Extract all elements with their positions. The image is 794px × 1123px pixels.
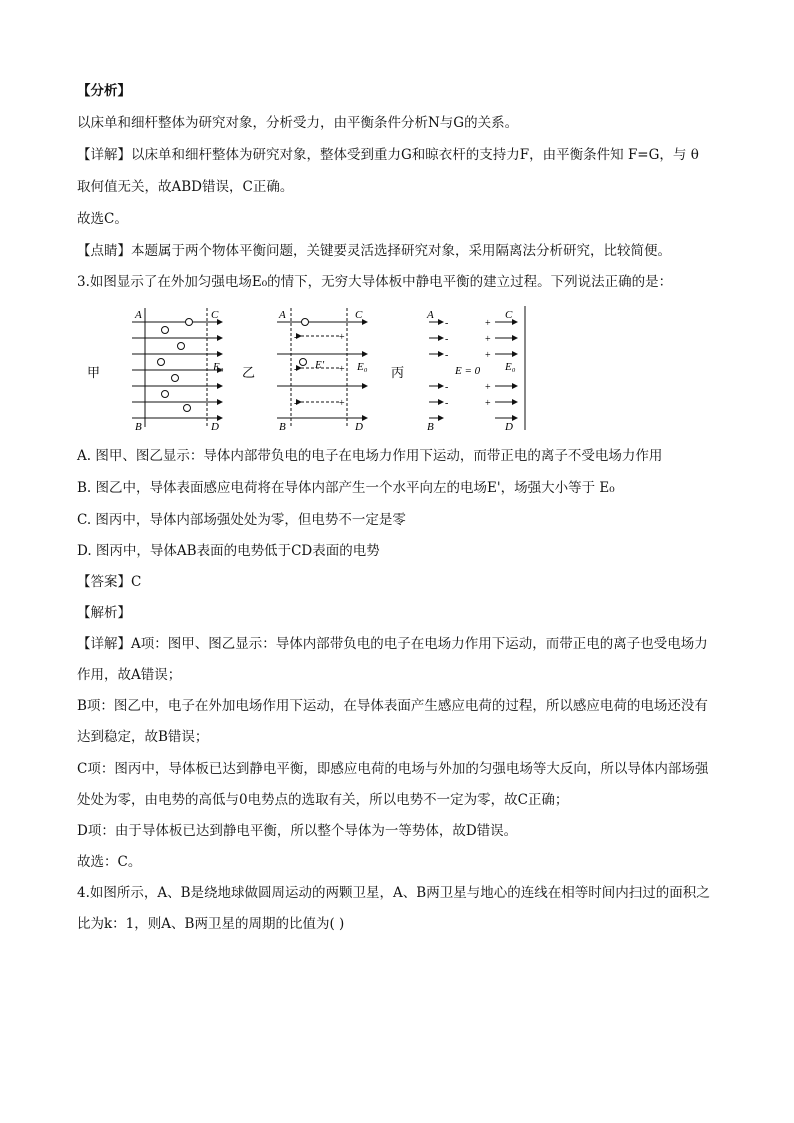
panel-jia — [132, 308, 224, 433]
option-c: C. 图丙中，导体内部场强处处为零，但电势不一定是零 — [77, 512, 406, 528]
svg-text:+: + — [339, 398, 345, 409]
label-d-bing: D — [505, 421, 513, 433]
label-b-jia: B — [135, 421, 142, 433]
label-jia: 甲 — [87, 365, 101, 380]
choice-line: 故选C。 — [77, 211, 128, 227]
detail-b-line-2: 达到稳定，故B错误； — [77, 729, 209, 745]
detail-b-line-1: B项：图乙中，电子在外加电场作用下运动，在导体表面产生感应电荷的过程，所以感应电荷的电场还没有 — [77, 698, 708, 714]
svg-text:-: - — [445, 382, 449, 393]
label-d-jia: D — [211, 421, 219, 433]
label-e0-jia: E₀ — [213, 361, 224, 373]
svg-text:-: - — [294, 332, 298, 343]
label-b-yi: B — [279, 421, 286, 433]
label-e0-yi: E₀ — [357, 361, 368, 373]
svg-text:+: + — [485, 398, 491, 409]
label-c-yi: C — [355, 309, 363, 321]
label-a-bing: A — [427, 309, 434, 321]
q4-stem-line-2: 比为k：1，则A、B两卫星的周期的比值为( ) — [77, 916, 345, 932]
option-b: B. 图乙中，导体表面感应电荷将在导体内部产生一个水平向左的电场E'，场强大小等于 E₀ — [77, 480, 615, 496]
comment-line: 【点睛】本题属于两个物体平衡问题，关键要灵活选择研究对象，采用隔离法分析研究，比较简便。 — [77, 243, 671, 259]
q3-stem: 3.如图显示了在外加匀强电场E₀的情下，无穷大导体板中静电平衡的建立过程。下列说法正确的是： — [77, 274, 673, 290]
analysis-text: 以床单和细杆整体为研究对象，分析受力，由平衡条件分析N与G的关系。 — [77, 115, 519, 131]
label-eprime-yi: E' — [315, 359, 325, 371]
label-e0-bing: E₀ — [505, 361, 516, 373]
panel-yi — [277, 308, 368, 433]
detail-d-line: D项：由于导体板已达到静电平衡，所以整个导体为一等势体，故D错误。 — [77, 823, 518, 839]
panel-bing — [426, 306, 525, 433]
svg-text:+: + — [339, 332, 345, 343]
option-d: D. 图丙中，导体AB表面的电势低于CD表面的电势 — [77, 543, 380, 559]
answer-line: 【答案】C — [77, 574, 142, 590]
label-b-bing: B — [427, 421, 434, 433]
label-bing: 丙 — [391, 365, 405, 380]
svg-text:+: + — [485, 334, 491, 345]
svg-text:+: + — [485, 318, 491, 329]
label-a-yi: A — [279, 309, 286, 321]
label-c-jia: C — [211, 309, 219, 321]
svg-text:-: - — [445, 318, 449, 329]
svg-text:+: + — [339, 364, 345, 375]
label-yi: 乙 — [242, 365, 256, 380]
label-c-bing: C — [505, 309, 513, 321]
detail-line-1: 【详解】以床单和细杆整体为研究对象，整体受到重力G和晾衣杆的支持力F，由平衡条件知 F=G，与 θ — [77, 147, 699, 163]
choice-line-2: 故选：C。 — [77, 854, 142, 870]
option-a: A. 图甲、图乙显示：导体内部带负电的电子在电场力作用下运动，而带正电的离子不受电场力作用 — [77, 448, 663, 464]
svg-text:+: + — [485, 382, 491, 393]
analysis-heading: 【分析】 — [77, 83, 131, 99]
q4-stem-line-1: 4.如图所示，A、B是绕地球做圆周运动的两颗卫星，A、B两卫星与地心的连线在相等时间内扫过的面积之 — [77, 885, 710, 901]
detail-c-line-2: 处处为零，由电势的高低与0电势点的选取有关，所以电势不一定为零，故C正确； — [77, 792, 569, 808]
svg-text:-: - — [294, 364, 298, 375]
svg-text:-: - — [294, 398, 298, 409]
detail-a-line-1: 【详解】A项：图甲、图乙显示：导体内部带负电的电子在电场力作用下运动，而带正电的离子也受电场力 — [77, 636, 708, 652]
svg-text:-: - — [445, 334, 449, 345]
label-ezero-bing: E = 0 — [455, 365, 481, 377]
svg-text:-: - — [445, 350, 449, 361]
detail-a-line-2: 作用，故A错误； — [77, 667, 182, 683]
analysis-heading-2: 【解析】 — [77, 605, 131, 621]
svg-text:-: - — [445, 398, 449, 409]
label-a-jia: A — [135, 309, 142, 321]
q3-figure — [77, 302, 547, 437]
svg-text:+: + — [485, 350, 491, 361]
label-d-yi: D — [355, 421, 363, 433]
detail-c-line-1: C项：图丙中，导体板已达到静电平衡，即感应电荷的电场与外加的匀强电场等大反向，所以导体内部场强 — [77, 761, 709, 777]
detail-line-2: 取何值无关，故ABD错误，C正确。 — [77, 179, 294, 195]
